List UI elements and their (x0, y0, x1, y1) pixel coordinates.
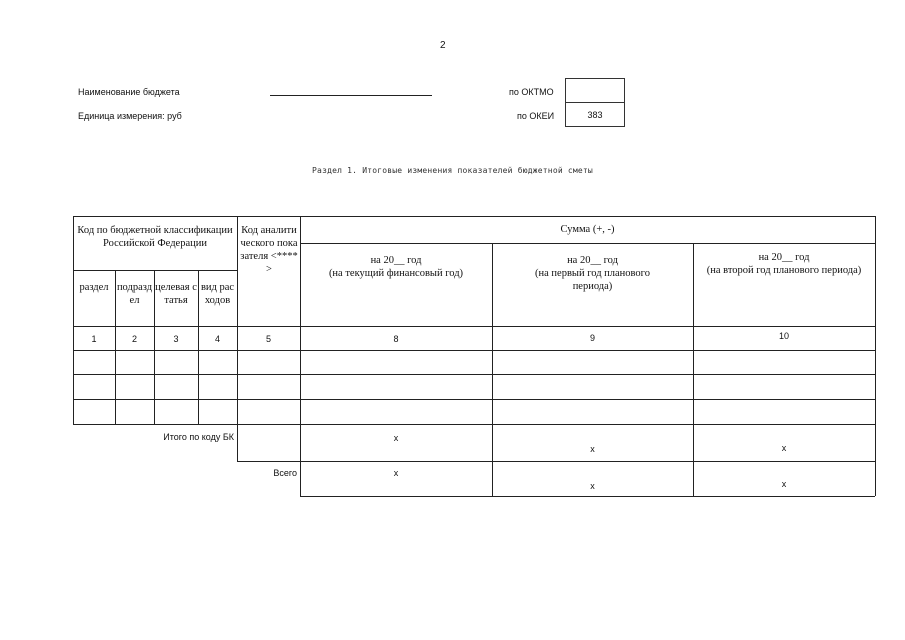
total-bk-label: Итого по коду БК (163, 432, 234, 442)
total-x-current: x (393, 468, 399, 478)
year-header-current: на 20__ год (на текущий финансовый год) (328, 255, 464, 279)
page-number: 2 (440, 40, 446, 51)
oktmo-label: по ОКТМО (509, 87, 554, 97)
col-num-10: 10 (778, 331, 789, 341)
col-num-3: 3 (173, 334, 179, 344)
budget-name-label: Наименование бюджета (78, 87, 180, 97)
col-num-8: 8 (393, 334, 399, 344)
analytic-code-header: Код аналитического показателя <****> (240, 225, 298, 275)
total-x-plan2: x (781, 479, 787, 489)
bk-code-header: Код по бюджетной классификации Российской Федерации (77, 225, 233, 249)
unit-label: Единица измерения: руб (78, 111, 182, 121)
total-label: Всего (273, 468, 297, 478)
col-num-2: 2 (131, 334, 137, 344)
year-header-plan1: на 20__ год (на первый год планового периода) (535, 255, 650, 292)
col-num-9: 9 (589, 333, 595, 343)
okei-field[interactable]: 383 (565, 102, 625, 127)
col-num-1: 1 (91, 334, 97, 344)
section-header: раздел (79, 282, 109, 293)
total-bk-x-plan1: x (590, 444, 595, 454)
total-x-plan1: x (590, 481, 595, 491)
col-num-5: 5 (265, 334, 271, 344)
col-num-4: 4 (214, 334, 220, 344)
total-bk-x-plan2: x (781, 443, 787, 453)
year-header-plan2: на 20__ год (на второй год планового периода) (706, 252, 862, 276)
target-article-header: целевая статья (155, 282, 197, 306)
subsection-header: подраздел (116, 282, 153, 306)
expense-type-header: вид расходов (200, 282, 235, 306)
section-title: Раздел 1. Итоговые изменения показателей бюджетной сметы (312, 166, 593, 175)
okei-label: по ОКЕИ (517, 111, 555, 121)
sum-header: Сумма (+, -) (560, 224, 615, 235)
total-bk-x-current: x (393, 433, 399, 443)
